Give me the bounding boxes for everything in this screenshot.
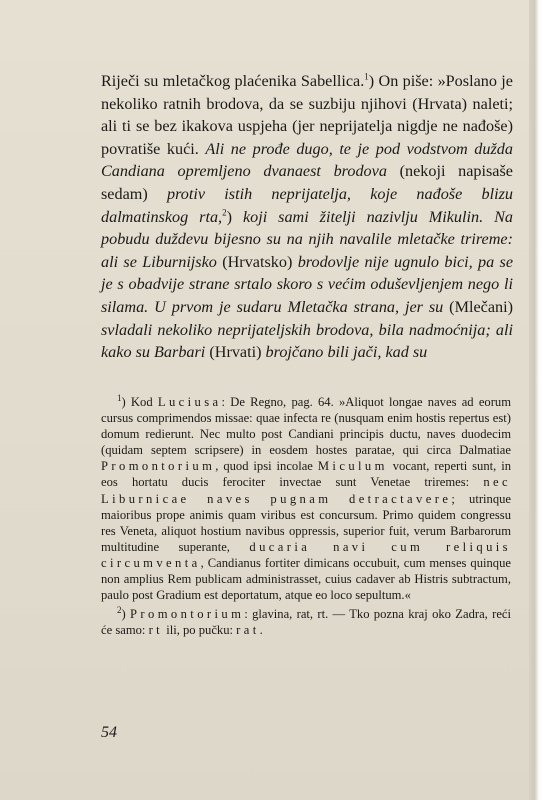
spaced-phrase: nec Liburnicae naves pugnam detractavere: [101, 475, 511, 506]
main-text-quote: ) On piše: »Poslano je nekoliko ratnih brodova, da se suzbiju njihovi (Hrvata) naleti; ali ti se bez ikakova uspjeha (jer neprijatelja nigdje ne nađoše) povratiše kući.: [101, 72, 513, 158]
main-text-italic: protiv istih neprijatelja, koje nađoše blizu dalmatinskog rta,: [101, 184, 513, 226]
main-text: [101, 70, 513, 364]
page-number: 54: [101, 724, 117, 741]
footnote-marker: 2: [117, 605, 122, 616]
page-edge: [529, 0, 543, 800]
main-text-aside: (nekoji napisaše sedam): [101, 162, 513, 203]
spaced-phrase: ducaria navi cum reliquis circumventa: [101, 539, 511, 570]
footnote-2: $^2$) Promontorium: glavina, rat, rt. — Tko pozna kraj oko Zadra, reći će samo: rt ili, po pučku: rat.: [101, 605, 511, 638]
footnote-ref-1: 1: [364, 71, 369, 82]
footnote-marker: 1: [117, 392, 122, 403]
spaced-word: Miculum: [317, 459, 388, 474]
main-text-aside: (Hrvati): [205, 343, 266, 362]
main-text-paren: ): [226, 207, 243, 226]
spaced-word: rat: [236, 623, 260, 638]
main-text-italic: brodovlje nije ugnulo bici, pa se je s obadvije strane srtalo skoro s većim oduševljenjem nego li silama. U prvom je sudaru Mletačka strana, jer su: [101, 252, 514, 316]
main-text-aside: (Mlečani): [443, 297, 513, 316]
footnote-ref-2: 2: [222, 207, 227, 218]
footnote-1: $^1$) Kod Luciusa: De Regno, pag. 64. »Aliquot longae naves ad eorum cursus comprimendos missae: quae infecta re (nusquam enim hostis repertus est) domum redierunt. Nec multo post Candiani principis ductu, naves duodecim (quidam septem scripsere) in eosdem hostes paratae, qui circa Dalmatiae Promontorium, quod ipsi incolae Miculum vocant, reperti sunt, in eos hortatu ducis ferociter invectae sunt Venetae triremes: nec Liburnicae naves pugnam detractavere; utrinque maioribus prope animis quam viribus est concursum. Primo quidem congressu res Veneta, aliquot hostium navibus oppressis, superior fuit, verum Barbarorum multitudine superante, ducaria navi cum reliquis circumventa, Candianus fortiter dimicans occubuit, cum menses quinque non amplius Rem publicam administrasset, cuius cadaver ab Histris subtractum, paulo post Gradium est deportatum, atque eo loco sepultum.«: [101, 392, 511, 603]
footnotes: [101, 394, 511, 638]
main-text-aside: (Hrvatsko): [216, 252, 298, 271]
main-text-italic: Ali ne prođe dugo, te je pod vodstvom dužda Candiana opremljeno dvanaest brodova: [101, 139, 513, 181]
main-text-italic: koji sami žitelji nazivlju Mikulin. Na pobudu duždevu bijesno su na njih navalile mletačke trireme: ali se Liburnijsko: [101, 207, 513, 271]
main-text-sentence: Riječi su mletačkog plaćenika Sabellica.: [101, 72, 365, 90]
spaced-word: Promontorium: [130, 607, 245, 622]
spaced-word: Promontorium: [101, 459, 216, 474]
spaced-word: rt: [148, 623, 164, 638]
main-text-italic: svladali nekoliko neprijateljskih brodova, bila nadmoćnija; ali kako su Barbari: [101, 320, 513, 362]
spaced-word: Luciusa: [157, 395, 222, 409]
main-text-italic: brojčano bili jači, kad su: [265, 343, 428, 362]
